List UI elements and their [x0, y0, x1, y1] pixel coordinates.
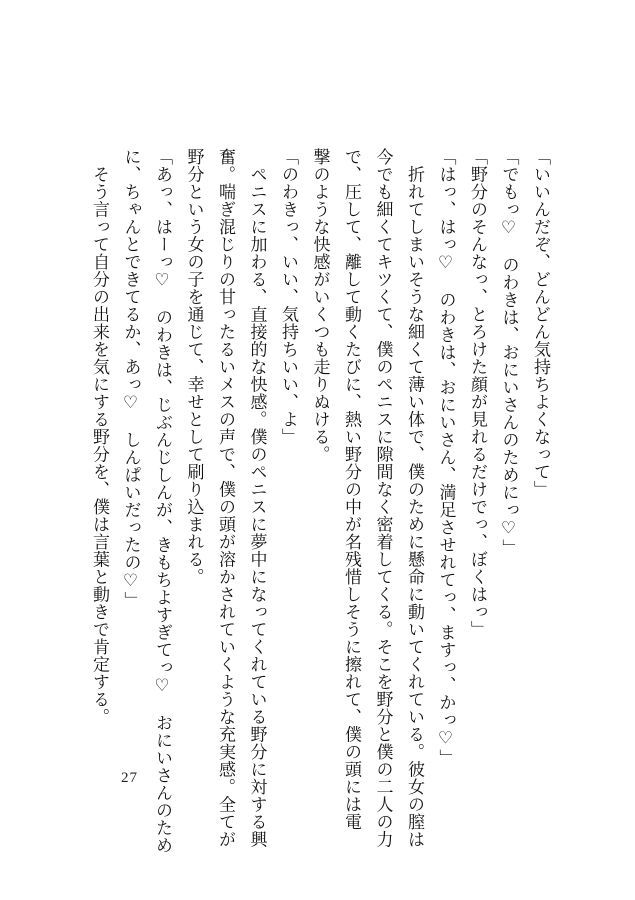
text-line: 折れてしまいそうな細くて薄い体で、僕のために懸命に動いてくれている。彼女の膣は — [404, 148, 424, 848]
text-line: に、ちゃんとできてるか、あっ♡ しんぱいだったの♡」 — [120, 148, 141, 609]
page-number: 27 — [121, 770, 138, 786]
text-line: 「でもっ♡ のわきは、おにいさんのためにっ♡」 — [498, 148, 519, 557]
text-line: 「あっ、はーっ♡ のわきは、じぶんじしんが、きもちよすぎてっ♡ おにいさんのため — [152, 148, 172, 854]
text-line: 野分という女の子を通じて、幸せとして刷り込まれる。 — [183, 148, 204, 586]
text-line: 撃のような快感がいくつも走りぬける。 — [309, 148, 330, 463]
text-line: 奮。喘ぎ混じりの甘ったるいメスの声で、僕の頭が溶かされていくような充実感。全てが — [215, 148, 235, 848]
text-line: 今でも細くてキツくて、僕のペニスに隙間なく密着してくる。そこを野分と僕の二人の力 — [372, 148, 393, 848]
text-line: そう言って自分の出来を気にする野分を、僕は言葉と動きで肯定する。 — [89, 148, 109, 726]
text-line: 「のわきっ、いい、気持ちいい、よ」 — [278, 148, 298, 446]
text-line: 「野分のそんなっ、とろけた顔が見れるだけでっ、ぼくはっ」 — [467, 148, 487, 638]
text-line: ペニスに加わる、直接的な快感。僕のペニスに夢中になってくれている野分に対する興 — [246, 148, 267, 848]
text-line: 「はっ、はっ♡ のわきは、おにいさん、満足させれてっ、ますっ、かっ♡」 — [435, 148, 456, 767]
text-line: 「いいんだぞ、どんどん気持ちよくなって」 — [530, 148, 550, 498]
text-line: で、圧して、離して動くたびに、熱い野分の中が名残惜しそうに擦れて、僕の頭には電 — [341, 148, 361, 831]
